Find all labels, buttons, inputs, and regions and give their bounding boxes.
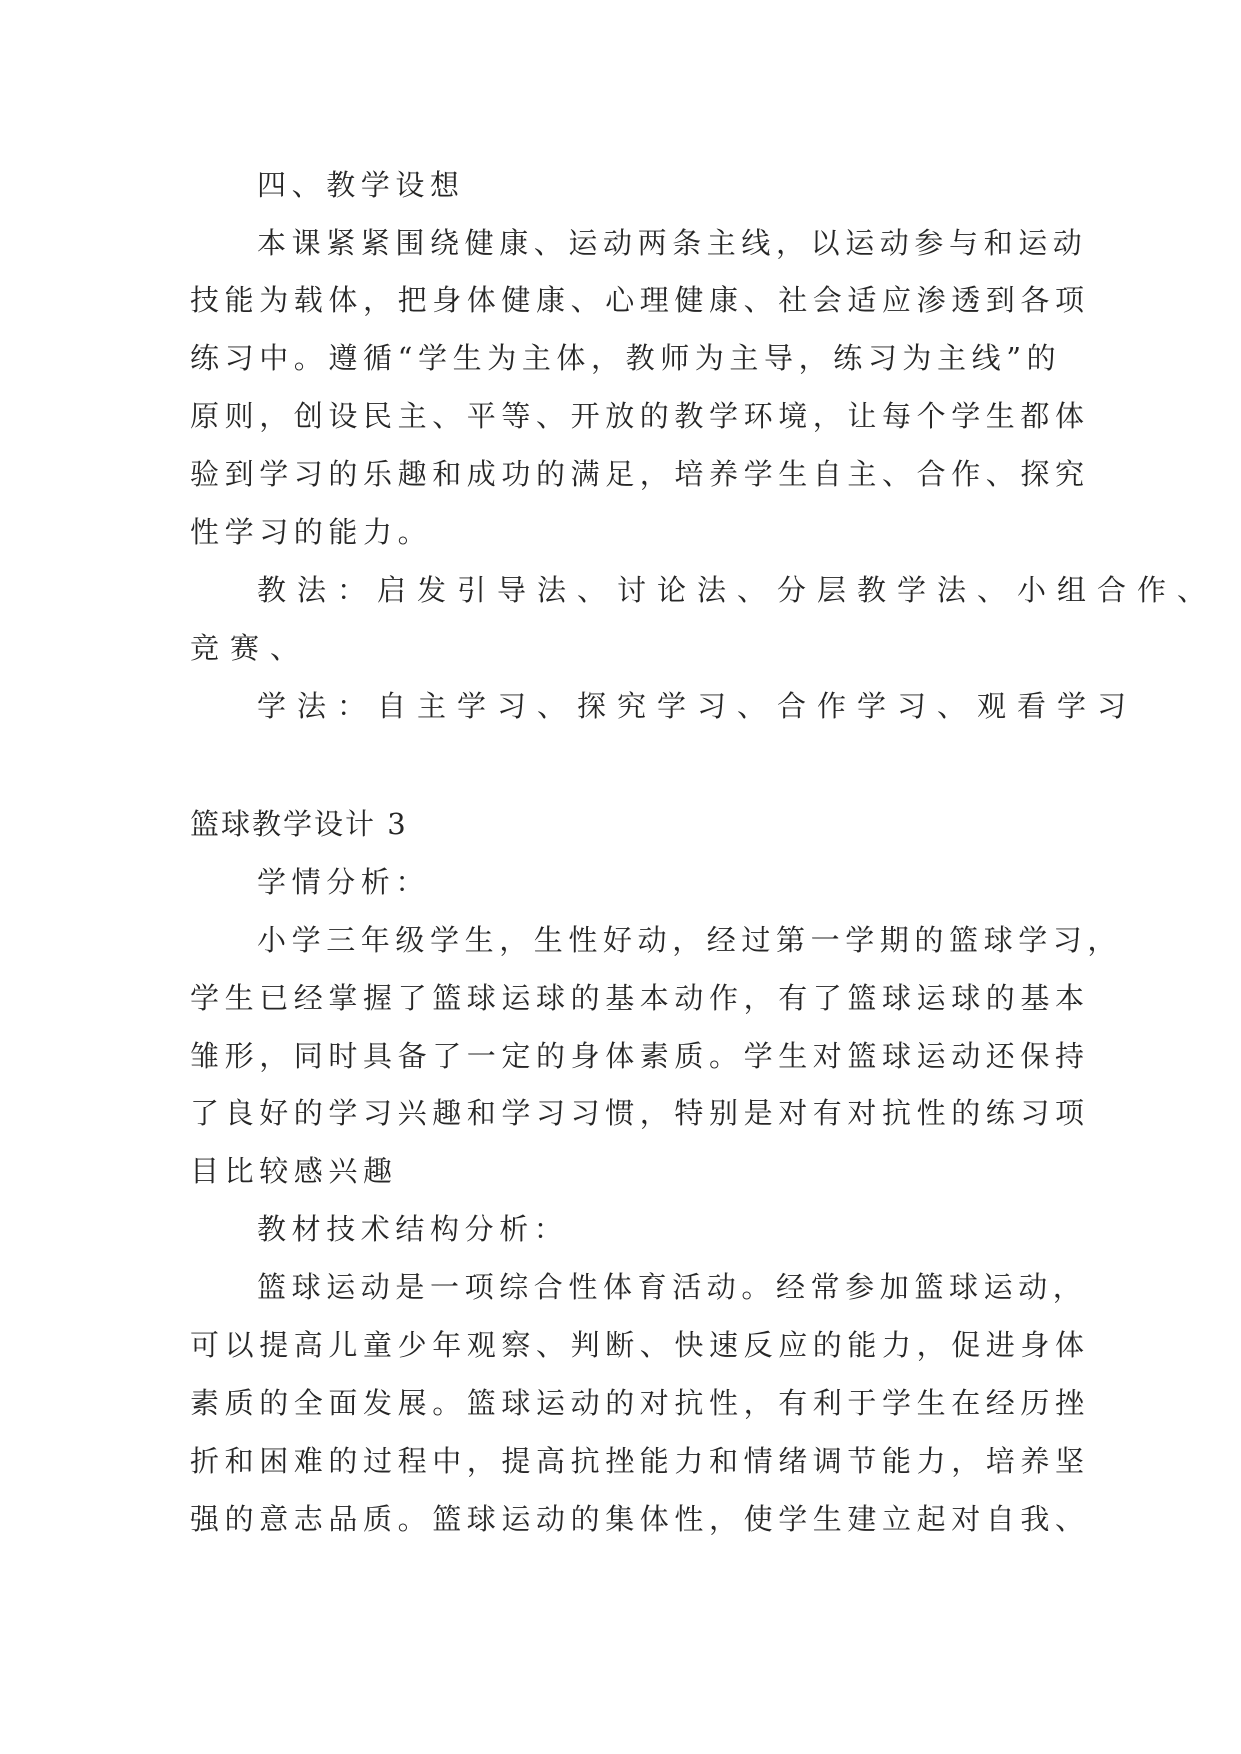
paragraph-line: 本课紧紧围绕健康、运动两条主线，以运动参与和运动	[257, 226, 1088, 260]
paragraph-line: 篮球运动是一项综合性体育活动。经常参加篮球运动，	[257, 1270, 1088, 1304]
teaching-methods-line: 竞赛、	[190, 631, 311, 665]
paragraph-line: 性学习的能力。	[190, 515, 433, 549]
paragraph-line: 折和困难的过程中，提高抗挫能力和情绪调节能力，培养坚	[190, 1444, 1090, 1478]
paragraph-line: 强的意志品质。篮球运动的集体性，使学生建立起对自我、	[190, 1502, 1090, 1536]
paragraph-line: 雏形，同时具备了一定的身体素质。学生对篮球运动还保持	[190, 1039, 1090, 1073]
paragraph-line: 练习中。遵循“学生为主体，教师为主导，练习为主线”的	[190, 341, 1062, 375]
section-heading: 四、教学设想	[257, 168, 465, 202]
paragraph-line: 验到学习的乐趣和成功的满足，培养学生自主、合作、探究	[190, 457, 1090, 491]
learning-methods-line: 学法：自主学习、探究学习、合作学习、观看学习	[257, 689, 1138, 723]
document-title: 篮球教学设计 3	[190, 807, 408, 841]
paragraph-line: 了良好的学习兴趣和学习习惯，特别是对有对抗性的练习项	[190, 1096, 1090, 1130]
section-heading: 学情分析：	[257, 865, 431, 899]
section-heading: 教材技术结构分析：	[257, 1212, 569, 1246]
paragraph-line: 技能为载体，把身体健康、心理健康、社会适应渗透到各项	[190, 283, 1090, 317]
paragraph-line: 可以提高儿童少年观察、判断、快速反应的能力，促进身体	[190, 1328, 1090, 1362]
paragraph-line: 学生已经掌握了篮球运球的基本动作，有了篮球运球的基本	[190, 981, 1090, 1015]
teaching-methods-line: 教法：启发引导法、讨论法、分层教学法、小组合作、	[257, 573, 1218, 607]
paragraph-line: 小学三年级学生，生性好动，经过第一学期的篮球学习，	[257, 923, 1123, 957]
paragraph-line: 素质的全面发展。篮球运动的对抗性，有利于学生在经历挫	[190, 1386, 1090, 1420]
paragraph-line: 目比较感兴趣	[190, 1154, 398, 1188]
paragraph-line: 原则，创设民主、平等、开放的教学环境，让每个学生都体	[190, 399, 1090, 433]
